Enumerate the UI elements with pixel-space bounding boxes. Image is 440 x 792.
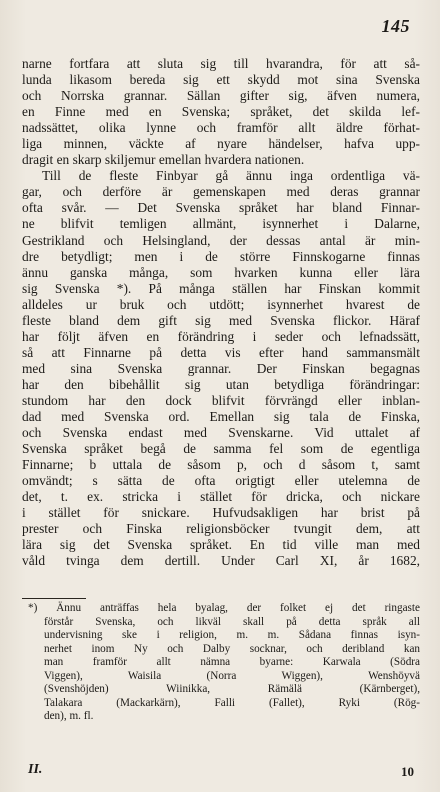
- body-line: lära sig det Svenska språket. En tid ville man med: [22, 537, 420, 553]
- body-line: har den bibehållit sig utan betydliga förändringar:: [22, 376, 420, 392]
- body-line: har följt äfven en förändring i seder och lefnadssätt,: [22, 328, 420, 344]
- body-line: narne fortfara att sluta sig till hvarandra, för att så-: [22, 56, 420, 71]
- body-line: sig Svenska *). På många ställen har Finskan kommit: [22, 280, 420, 296]
- body-line: en Finne med en Svenska; språket, det skilda lef-: [22, 104, 420, 120]
- sheet-number: 10: [401, 764, 414, 779]
- footnote-divider: [22, 598, 86, 599]
- footnote-line: man framför allt nämna byarne: Karwala (Södra: [44, 656, 420, 668]
- body-line: lunda likasom bereda sig ett skydd mot sina Svenska: [22, 72, 420, 88]
- signature-mark: II.: [28, 762, 43, 777]
- body-text: [22, 56, 420, 570]
- body-line: dad med Svenska ord. Emellan sig tala de Finska,: [22, 409, 420, 425]
- footnote-line: den), m. fl.: [44, 710, 94, 722]
- body-line: dragit en skarp skiljemur emellan hvardera nationen.: [22, 152, 305, 168]
- page-number: 145: [381, 16, 410, 36]
- footnote: [22, 602, 420, 724]
- body-line: det, t. ex. stricka i stället för dricka, och nickare: [22, 489, 420, 505]
- body-line: ne blifvit temligen allmänt, isynnerhet i Dalarne,: [22, 216, 420, 232]
- body-line: prester och Finska religionsböcker tvungit dem, att: [22, 521, 420, 537]
- body-line: dre betydligt; men i de större Finnskogarne finnas: [22, 248, 420, 264]
- footnote-line: (Svenshöjden) Wiinikka, Rämälä (Kärnberget),: [44, 683, 420, 695]
- footnote-line: undervisning ske i religion, m. m. Sådana finnas isyn-: [44, 629, 420, 641]
- body-line: nadssättet, olika lynne och framför allt äldre förhat-: [22, 120, 420, 136]
- body-line: Till de fleste Finbyar gå ännu inga ordentliga vä-: [42, 168, 420, 184]
- body-line: liga minnen, väckte af nyare händelser, hafva upp-: [22, 136, 420, 152]
- footnote-line: *) Ännu anträffas hela byalag, der folket ej det ringaste: [28, 602, 420, 614]
- body-line: och Norrska grannar. Sällan gifter sig, äfven numera,: [22, 88, 420, 104]
- body-line: alldeles ur bruk och utdött; isynnerhet hvarest de: [22, 296, 420, 312]
- body-line: gar, och derföre är gemenskapen med deras grannar: [22, 184, 420, 200]
- body-line: så att Finnarne på detta vis efter hand sammansmält: [22, 344, 420, 360]
- body-line: i stället för snickare. Hufvudsakligen har brist på: [22, 505, 420, 521]
- footnote-line: nerhet inom Ny och Dalby socknar, och deribland kan: [44, 642, 420, 655]
- body-line: Finnarne; b uttala de såsom p, och d såsom t, samt: [22, 457, 420, 473]
- body-line: Gestrikland och Helsingland, der dessas antal är min-: [22, 232, 420, 248]
- body-line: och Svenska endast med Svenskarne. Vid uttalet af: [22, 425, 420, 441]
- body-line: våld tvinga dem dertill. Under Carl XI, år 1682,: [22, 553, 420, 569]
- footnote-line: Viggen), Waisila (Norra Wiggen), Wenshöyvä: [44, 669, 420, 682]
- body-line: med sina Svenska grannar. Der Finskan begagnas: [22, 360, 420, 376]
- body-line: ofta svår. — Det Svenska språket har bland Finnar-: [22, 200, 420, 216]
- footnote-line: Talakara (Mackarkärn), Falli (Fallet), Ryki (Rög-: [44, 696, 420, 709]
- body-line: fleste bland dem gift sig med Svenska flickor. Häraf: [22, 312, 420, 328]
- footnote-line: förstår Svenska, och likväl skall på detta språk all: [44, 615, 420, 628]
- body-line: stundom har den dock blifvit förvrängd eller inblan-: [22, 392, 420, 408]
- body-line: ännu ganska många, som hvarken kunna eller lära: [22, 264, 420, 280]
- body-line: Svenska språket begå de samma fel som de egentliga: [22, 441, 420, 457]
- body-line: omvändt; s sätta de ofta origtigt eller utelemna de: [22, 473, 420, 489]
